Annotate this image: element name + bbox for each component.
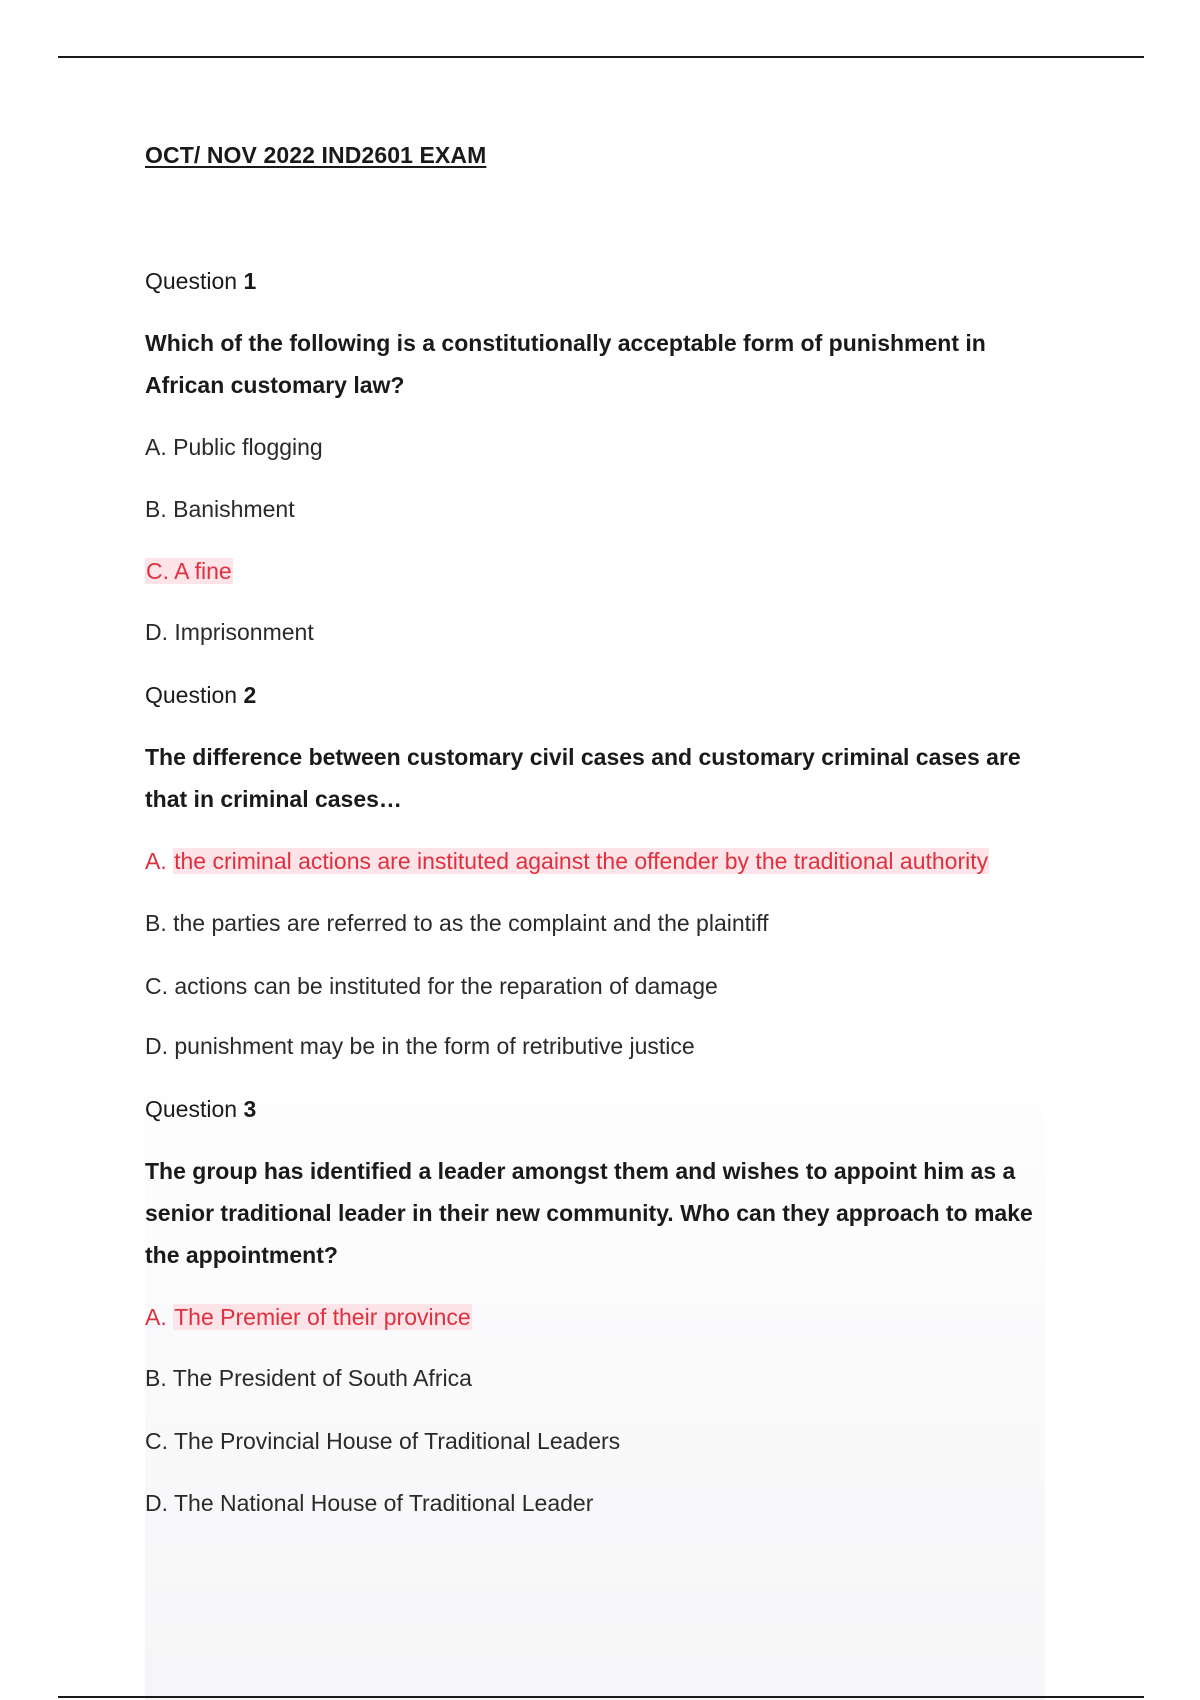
question-2-option-a-correct: A. the criminal actions are instituted against the offender by the traditional authority xyxy=(145,848,989,874)
question-1-option-c-correct: C. A fine xyxy=(146,558,232,584)
page-background xyxy=(145,1000,1045,1700)
question-3-option-b: B. The President of South Africa xyxy=(145,1365,472,1391)
question-1-option-a: A. Public flogging xyxy=(145,434,323,460)
question-1-option-d: D. Imprisonment xyxy=(145,619,314,645)
question-3-label: Question 3 xyxy=(145,1096,257,1122)
footer-rule xyxy=(58,1696,1144,1698)
question-3-option-a-correct: A. The Premier of their province xyxy=(145,1304,471,1330)
question-1-option-b: B. Banishment xyxy=(145,496,295,522)
question-2-text: The difference between customary civil cases and customary criminal cases are that in criminal cases… xyxy=(145,744,1021,812)
question-2-label: Question 2 xyxy=(145,682,257,708)
exam-title: OCT/ NOV 2022 IND2601 EXAM xyxy=(145,142,487,168)
question-1-text: Which of the following is a constitutionally acceptable form of punishment in African customary law? xyxy=(145,330,986,398)
question-1-label: Question 1 xyxy=(145,268,257,294)
question-2-option-b: B. the parties are referred to as the complaint and the plaintiff xyxy=(145,910,769,936)
question-2-option-c: C. actions can be instituted for the reparation of damage xyxy=(145,973,718,999)
question-3-text: The group has identified a leader amongst them and wishes to appoint him as a senior traditional leader in their new community. Who can they approach to make the appointment? xyxy=(145,1158,1033,1268)
question-3-option-d: D. The National House of Traditional Leader xyxy=(145,1490,594,1516)
question-3-option-c: C. The Provincial House of Traditional Leaders xyxy=(145,1428,621,1454)
header-rule xyxy=(58,56,1144,58)
question-2-option-d: D. punishment may be in the form of retributive justice xyxy=(145,1033,695,1059)
